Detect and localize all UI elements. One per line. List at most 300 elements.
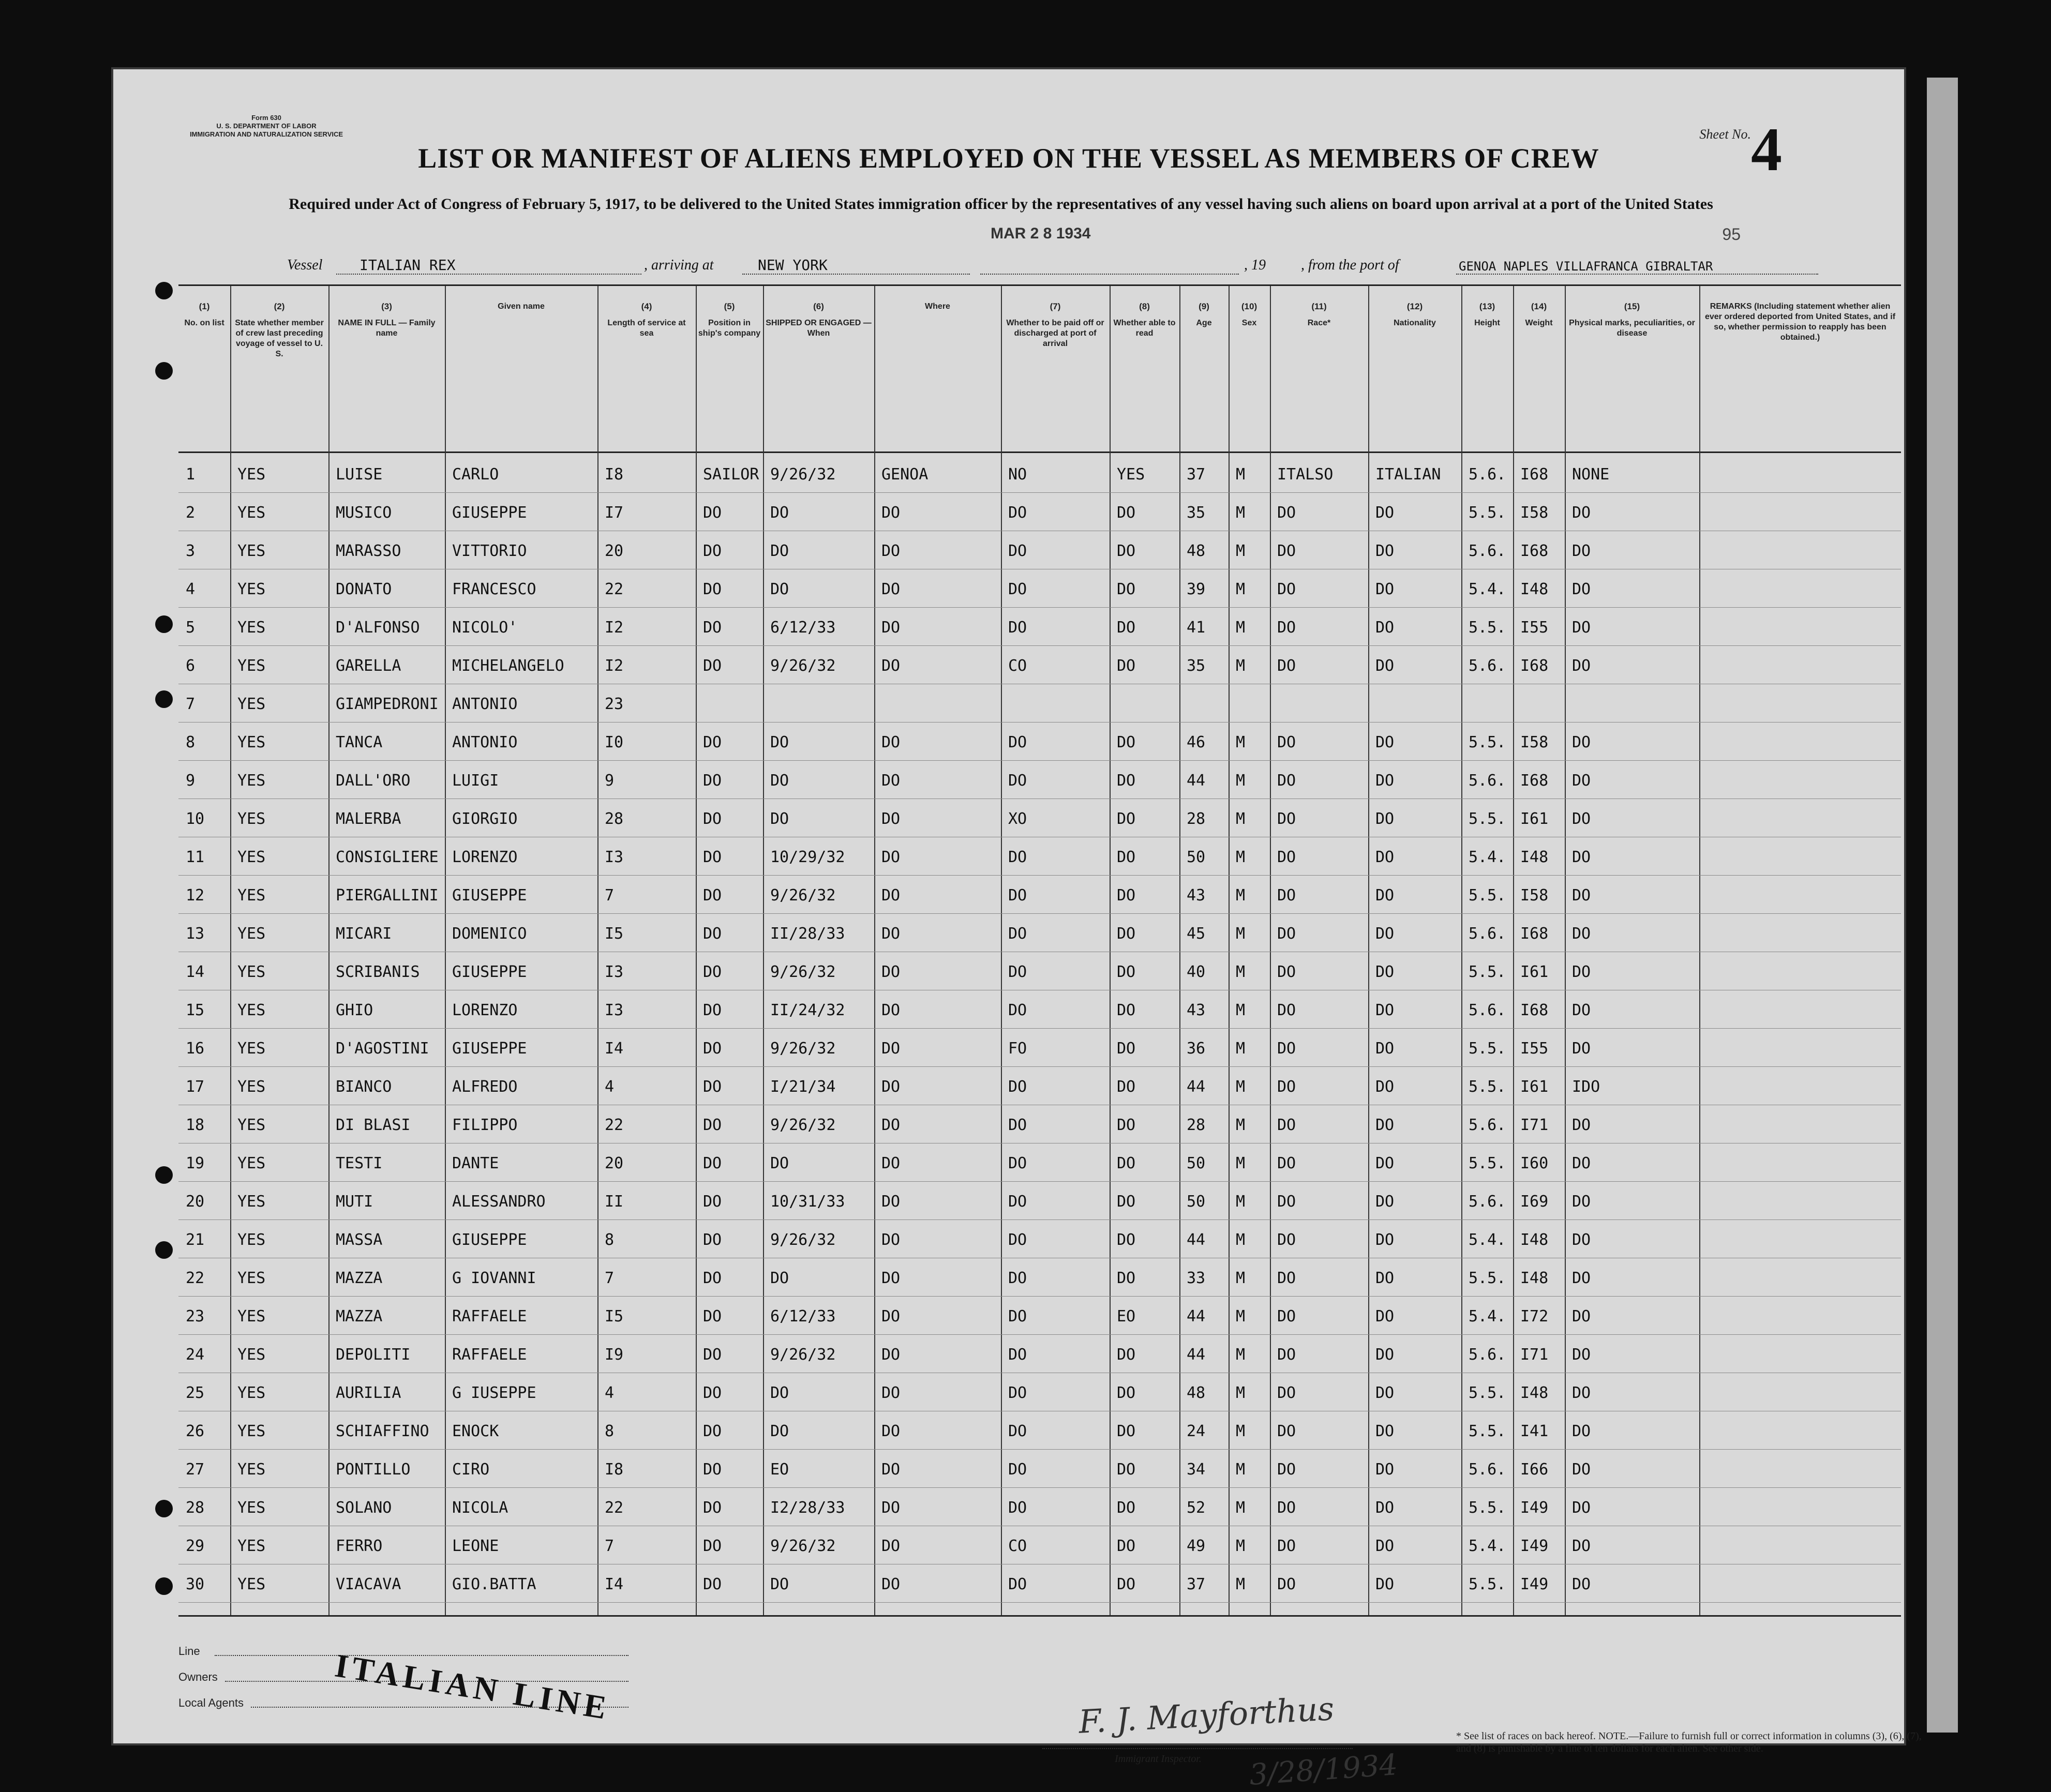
column-label: Physical marks, peculiarities, or disease [1569, 319, 1695, 338]
cell-height: 5.5. [1469, 1154, 1506, 1172]
service-name: IMMIGRATION AND NATURALIZATION SERVICE [189, 130, 343, 138]
cell-when: DO [770, 810, 789, 828]
cell-position: DO [703, 542, 722, 560]
cell-where: DO [881, 1001, 901, 1019]
cell-nationality: DO [1375, 1269, 1395, 1287]
port-underline [742, 274, 970, 275]
cell-family: MAZZA [336, 1269, 383, 1287]
cell-age: 33 [1187, 1269, 1206, 1287]
punch-hole [155, 1241, 173, 1259]
cell-prev: YES [237, 886, 266, 905]
page-edge [1927, 78, 1958, 1733]
cell-age: 43 [1187, 886, 1206, 905]
cell-age: 44 [1187, 772, 1206, 790]
cell-family: AURILIA [336, 1384, 401, 1402]
punch-hole [155, 362, 173, 380]
cell-where: DO [881, 542, 901, 560]
cell-prev: YES [237, 657, 266, 675]
table-row [178, 1105, 1901, 1143]
cell-marks: DO [1572, 619, 1591, 637]
cell-position: DO [703, 1575, 722, 1593]
year-label: , 19 [1244, 257, 1266, 273]
cell-marks: DO [1572, 504, 1591, 522]
cell-where: DO [881, 1154, 901, 1172]
cell-marks: DO [1572, 1040, 1591, 1058]
cell-when: 9/26/32 [770, 1116, 836, 1134]
cell-where: DO [881, 1269, 901, 1287]
cell-sex: M [1236, 542, 1246, 560]
cell-race: DO [1277, 810, 1296, 828]
cell-sex: M [1236, 1460, 1246, 1479]
cell-where: DO [881, 504, 901, 522]
cell-read: DO [1117, 1499, 1136, 1517]
cell-service: I2 [605, 657, 624, 675]
table-row [178, 799, 1901, 837]
cell-weight: I68 [1520, 772, 1549, 790]
cell-prev: YES [237, 1154, 266, 1172]
cell-weight: I61 [1520, 963, 1549, 981]
cell-when: 10/31/33 [770, 1193, 845, 1211]
cell-prev: YES [237, 1499, 266, 1517]
cell-paid: DO [1008, 886, 1027, 905]
cell-family: SCHIAFFINO [336, 1422, 429, 1440]
cell-given: ALESSANDRO [452, 1193, 546, 1211]
punch-hole [155, 1577, 173, 1595]
cell-family: DEPOLITI [336, 1346, 411, 1364]
cell-when: DO [770, 733, 789, 751]
table-row [178, 1411, 1901, 1450]
cell-when: 6/12/33 [770, 619, 836, 637]
cell-no: 13 [186, 925, 205, 943]
cell-family: TANCA [336, 733, 383, 751]
cell-position: DO [703, 657, 722, 675]
cell-age: 44 [1187, 1231, 1206, 1249]
agents-label: Local Agents [178, 1696, 244, 1709]
cell-where: DO [881, 1537, 901, 1555]
cell-paid: DO [1008, 504, 1027, 522]
table-row [178, 1066, 1901, 1105]
cell-age: 24 [1187, 1422, 1206, 1440]
cell-position: DO [703, 1116, 722, 1134]
cell-height: 5.6. [1469, 657, 1506, 675]
cell-age: 28 [1187, 810, 1206, 828]
cell-prev: YES [237, 1269, 266, 1287]
cell-position: SAILOR [703, 465, 759, 484]
column-label: Height [1474, 319, 1500, 327]
punch-hole [155, 282, 173, 299]
cell-no: 10 [186, 810, 205, 828]
cell-nationality: DO [1375, 1346, 1395, 1364]
cell-given: LEONE [452, 1537, 499, 1555]
cell-when: 9/26/32 [770, 1231, 836, 1249]
cell-race: DO [1277, 1575, 1296, 1593]
cell-nationality: DO [1375, 1460, 1395, 1479]
cell-no: 21 [186, 1231, 205, 1249]
cell-service: 22 [605, 580, 624, 598]
column-number: (12) [1406, 302, 1423, 311]
column-label: Age [1196, 319, 1212, 327]
cell-where: DO [881, 1193, 901, 1211]
table-row [178, 952, 1901, 990]
cell-given: LORENZO [452, 848, 518, 866]
cell-height: 5.6. [1469, 1193, 1506, 1211]
cell-service: I4 [605, 1575, 624, 1593]
cell-weight: I48 [1520, 848, 1549, 866]
table-row [178, 645, 1901, 684]
cell-position: DO [703, 810, 722, 828]
cell-family: SOLANO [336, 1499, 392, 1517]
cell-read: DO [1117, 1269, 1136, 1287]
cell-paid: DO [1008, 1193, 1027, 1211]
cell-read: DO [1117, 925, 1136, 943]
cell-race: DO [1277, 886, 1296, 905]
table-row [178, 454, 1901, 493]
cell-no: 12 [186, 886, 205, 905]
cell-given: LORENZO [452, 1001, 518, 1019]
cell-no: 8 [186, 733, 196, 751]
cell-height: 5.5. [1469, 504, 1506, 522]
cell-given: DANTE [452, 1154, 499, 1172]
cell-position: DO [703, 1154, 722, 1172]
cell-when: 9/26/32 [770, 657, 836, 675]
cell-marks: DO [1572, 1537, 1591, 1555]
cell-family: PONTILLO [336, 1460, 411, 1479]
cell-where: DO [881, 810, 901, 828]
vessel-label: Vessel [287, 257, 323, 273]
cell-marks: DO [1572, 1575, 1591, 1593]
cell-paid: DO [1008, 542, 1027, 560]
column-number: (7) [1050, 302, 1061, 311]
cell-position: DO [703, 963, 722, 981]
owners-label: Owners [178, 1670, 218, 1683]
cell-when: 9/26/32 [770, 1346, 836, 1364]
cell-sex: M [1236, 1422, 1246, 1440]
form-number: Form 630 [251, 114, 281, 122]
manifest-sheet [111, 67, 1922, 1792]
cell-nationality: DO [1375, 580, 1395, 598]
cell-paid: DO [1008, 1460, 1027, 1479]
cell-sex: M [1236, 1116, 1246, 1134]
cell-race: DO [1277, 1001, 1296, 1019]
cell-family: DALL'ORO [336, 772, 411, 790]
cell-family: MICARI [336, 925, 392, 943]
column-number: (9) [1199, 302, 1209, 311]
table-row [178, 837, 1901, 876]
cell-age: 50 [1187, 848, 1206, 866]
cell-read: DO [1117, 619, 1136, 637]
cell-nationality: DO [1375, 963, 1395, 981]
cell-nationality: DO [1375, 1116, 1395, 1134]
punch-hole [155, 1500, 173, 1517]
cell-service: 8 [605, 1422, 615, 1440]
cell-prev: YES [237, 1001, 266, 1019]
cell-service: I5 [605, 925, 624, 943]
cell-race: DO [1277, 1460, 1296, 1479]
cell-service: I3 [605, 963, 624, 981]
cell-height: 5.6. [1469, 772, 1506, 790]
signature-date: 3/28/1934 [1248, 1748, 1399, 1792]
cell-height: 5.5. [1469, 1078, 1506, 1096]
cell-no: 23 [186, 1307, 205, 1326]
cell-where: DO [881, 1575, 901, 1593]
cell-sex: M [1236, 1001, 1246, 1019]
cell-where: DO [881, 1040, 901, 1058]
cell-weight: I49 [1520, 1537, 1549, 1555]
cell-race: DO [1277, 1499, 1296, 1517]
cell-nationality: DO [1375, 1307, 1395, 1326]
cell-when: DO [770, 504, 789, 522]
cell-weight: I55 [1520, 1040, 1549, 1058]
cell-age: 45 [1187, 925, 1206, 943]
cell-given: GIUSEPPE [452, 1040, 527, 1058]
cell-family: D'AGOSTINI [336, 1040, 429, 1058]
cell-height: 5.5. [1469, 810, 1506, 828]
arriving-label: , arriving at [644, 257, 714, 273]
cell-marks: DO [1572, 886, 1591, 905]
cell-nationality: DO [1375, 657, 1395, 675]
cell-prev: YES [237, 1078, 266, 1096]
cell-race: DO [1277, 848, 1296, 866]
column-label: NAME IN FULL — Family name [338, 319, 436, 338]
cell-family: GIAMPEDRONI [336, 695, 439, 713]
cell-when: DO [770, 1422, 789, 1440]
cell-weight: I55 [1520, 619, 1549, 637]
cell-service: I2 [605, 619, 624, 637]
cell-paid: DO [1008, 1116, 1027, 1134]
cell-sex: M [1236, 657, 1246, 675]
cell-prev: YES [237, 619, 266, 637]
cell-height: 5.6. [1469, 1346, 1506, 1364]
cell-height: 5.6. [1469, 925, 1506, 943]
cell-when: DO [770, 772, 789, 790]
column-label: Position in ship's company [698, 319, 761, 338]
cell-weight: I61 [1520, 1078, 1549, 1096]
cell-no: 2 [186, 504, 196, 522]
cell-paid: CO [1008, 1537, 1027, 1555]
cell-sex: M [1236, 925, 1246, 943]
cell-weight: I58 [1520, 886, 1549, 905]
cell-prev: YES [237, 733, 266, 751]
cell-weight: I58 [1520, 504, 1549, 522]
cell-given: ANTONIO [452, 695, 518, 713]
column-number: (8) [1139, 302, 1150, 311]
cell-weight: I48 [1520, 580, 1549, 598]
cell-nationality: DO [1375, 1384, 1395, 1402]
cell-family: SCRIBANIS [336, 963, 420, 981]
cell-race: DO [1277, 580, 1296, 598]
cell-marks: NONE [1572, 465, 1610, 484]
cell-service: 28 [605, 810, 624, 828]
cell-weight: I68 [1520, 542, 1549, 560]
cell-age: 35 [1187, 504, 1206, 522]
cell-age: 44 [1187, 1307, 1206, 1326]
table-row [178, 1564, 1901, 1603]
cell-marks: DO [1572, 1307, 1591, 1326]
cell-marks: DO [1572, 1231, 1591, 1249]
cell-nationality: DO [1375, 848, 1395, 866]
cell-given: GIUSEPPE [452, 1231, 527, 1249]
cell-when: 9/26/32 [770, 465, 836, 484]
cell-family: TESTI [336, 1154, 383, 1172]
cell-race: DO [1277, 963, 1296, 981]
date-stamp: MAR 2 8 1934 [991, 225, 1091, 242]
column-label: Sex [1241, 319, 1257, 327]
cell-race: DO [1277, 1154, 1296, 1172]
cell-marks: DO [1572, 542, 1591, 560]
cell-service: 9 [605, 772, 615, 790]
cell-nationality: ITALIAN [1375, 465, 1441, 484]
cell-service: 23 [605, 695, 624, 713]
cell-family: MUSICO [336, 504, 392, 522]
cell-height: 5.5. [1469, 1422, 1506, 1440]
cell-weight: I61 [1520, 810, 1549, 828]
cell-family: DONATO [336, 580, 392, 598]
column-label: Race* [1307, 319, 1331, 327]
footnote: * See list of races on back hereof. NOTE.—Failure to furnish full or correct information in columns (3), (6), (7), and (8) is punishable by a fine of ten dollars for each alien. See other side. [1456, 1730, 1922, 1754]
cell-position: DO [703, 1422, 722, 1440]
cell-weight: I72 [1520, 1307, 1549, 1326]
cell-where: DO [881, 1384, 901, 1402]
column-number: (2) [274, 302, 285, 311]
cell-service: 22 [605, 1116, 624, 1134]
cell-age: 37 [1187, 465, 1206, 484]
cell-no: 24 [186, 1346, 205, 1364]
cell-no: 29 [186, 1537, 205, 1555]
cell-nationality: DO [1375, 1154, 1395, 1172]
line-underline [215, 1655, 628, 1656]
page-number: 95 [1722, 225, 1741, 244]
cell-height: 5.6. [1469, 1116, 1506, 1134]
cell-position: DO [703, 733, 722, 751]
cell-position: DO [703, 1001, 722, 1019]
cell-position: DO [703, 886, 722, 905]
cell-read: DO [1117, 1422, 1136, 1440]
cell-marks: DO [1572, 733, 1591, 751]
cell-race: DO [1277, 1040, 1296, 1058]
cell-nationality: DO [1375, 1040, 1395, 1058]
table-row [178, 990, 1901, 1029]
column-header [230, 286, 328, 446]
cell-paid: DO [1008, 963, 1027, 981]
cell-height: 5.6. [1469, 542, 1506, 560]
cell-read: DO [1117, 1346, 1136, 1364]
cell-sex: M [1236, 1078, 1246, 1096]
cell-sex: M [1236, 810, 1246, 828]
cell-family: MALERBA [336, 810, 401, 828]
column-number: (4) [641, 302, 652, 311]
cell-age: 44 [1187, 1346, 1206, 1364]
table-row [178, 1181, 1901, 1220]
cell-weight: I71 [1520, 1116, 1549, 1134]
cell-no: 26 [186, 1422, 205, 1440]
column-label: SHIPPED OR ENGAGED — When [766, 319, 872, 338]
cell-prev: YES [237, 848, 266, 866]
cell-given: GIUSEPPE [452, 504, 527, 522]
cell-no: 15 [186, 1001, 205, 1019]
from-port-label: , from the port of [1301, 257, 1399, 273]
cell-position: DO [703, 925, 722, 943]
cell-read: DO [1117, 1116, 1136, 1134]
column-label: Whether to be paid off or discharged at port of arrival [1006, 319, 1104, 348]
cell-given: FRANCESCO [452, 580, 536, 598]
cell-nationality: DO [1375, 1078, 1395, 1096]
cell-race: DO [1277, 1422, 1296, 1440]
cell-paid: DO [1008, 1307, 1027, 1326]
cell-paid: DO [1008, 925, 1027, 943]
vessel-name: ITALIAN REX [360, 257, 456, 274]
cell-family: MARASSO [336, 542, 401, 560]
cell-family: LUISE [336, 465, 383, 484]
cell-no: 7 [186, 695, 196, 713]
cell-sex: M [1236, 1307, 1246, 1326]
cell-where: GENOA [881, 465, 929, 484]
column-header [178, 286, 230, 446]
cell-position: DO [703, 1384, 722, 1402]
cell-where: DO [881, 580, 901, 598]
cell-nationality: DO [1375, 619, 1395, 637]
cell-race: DO [1277, 925, 1296, 943]
cell-prev: YES [237, 580, 266, 598]
table-row [178, 1373, 1901, 1411]
cell-prev: YES [237, 1193, 266, 1211]
cell-weight: I69 [1520, 1193, 1549, 1211]
inspector-label: Immigrant Inspector. [1115, 1753, 1202, 1765]
column-number: (6) [813, 302, 824, 311]
page-title: LIST OR MANIFEST OF ALIENS EMPLOYED ON THE VESSEL AS MEMBERS OF CREW [418, 143, 1599, 174]
cell-height: 5.4. [1469, 1231, 1506, 1249]
cell-marks: DO [1572, 810, 1591, 828]
column-number: (11) [1311, 302, 1327, 311]
column-label: Length of service at sea [607, 319, 686, 338]
cell-given: CARLO [452, 465, 499, 484]
cell-family: MAZZA [336, 1307, 383, 1326]
cell-paid: DO [1008, 1231, 1027, 1249]
cell-prev: YES [237, 1346, 266, 1364]
cell-no: 20 [186, 1193, 205, 1211]
cell-read: DO [1117, 848, 1136, 866]
cell-family: DI BLASI [336, 1116, 411, 1134]
cell-given: G IOVANNI [452, 1269, 536, 1287]
cell-nationality: DO [1375, 1499, 1395, 1517]
cell-prev: YES [237, 465, 266, 484]
cell-where: DO [881, 848, 901, 866]
cell-family: VIACAVA [336, 1575, 401, 1593]
cell-race: DO [1277, 504, 1296, 522]
cell-nationality: DO [1375, 810, 1395, 828]
cell-age: 52 [1187, 1499, 1206, 1517]
cell-service: 4 [605, 1078, 615, 1096]
cell-where: DO [881, 657, 901, 675]
cell-height: 5.5. [1469, 886, 1506, 905]
cell-paid: NO [1008, 465, 1027, 484]
cell-service: 4 [605, 1384, 615, 1402]
cell-where: DO [881, 1460, 901, 1479]
cell-age: 48 [1187, 1384, 1206, 1402]
cell-read: DO [1117, 886, 1136, 905]
cell-sex: M [1236, 848, 1246, 866]
cell-weight: I58 [1520, 733, 1549, 751]
cell-nationality: DO [1375, 542, 1395, 560]
cell-sex: M [1236, 963, 1246, 981]
vessel-underline [336, 274, 641, 275]
cell-read: DO [1117, 1460, 1136, 1479]
cell-no: 25 [186, 1384, 205, 1402]
cell-nationality: DO [1375, 1537, 1395, 1555]
cell-when: I2/28/33 [770, 1499, 845, 1517]
cell-height: 5.6. [1469, 465, 1506, 484]
cell-nationality: DO [1375, 1422, 1395, 1440]
cell-no: 27 [186, 1460, 205, 1479]
